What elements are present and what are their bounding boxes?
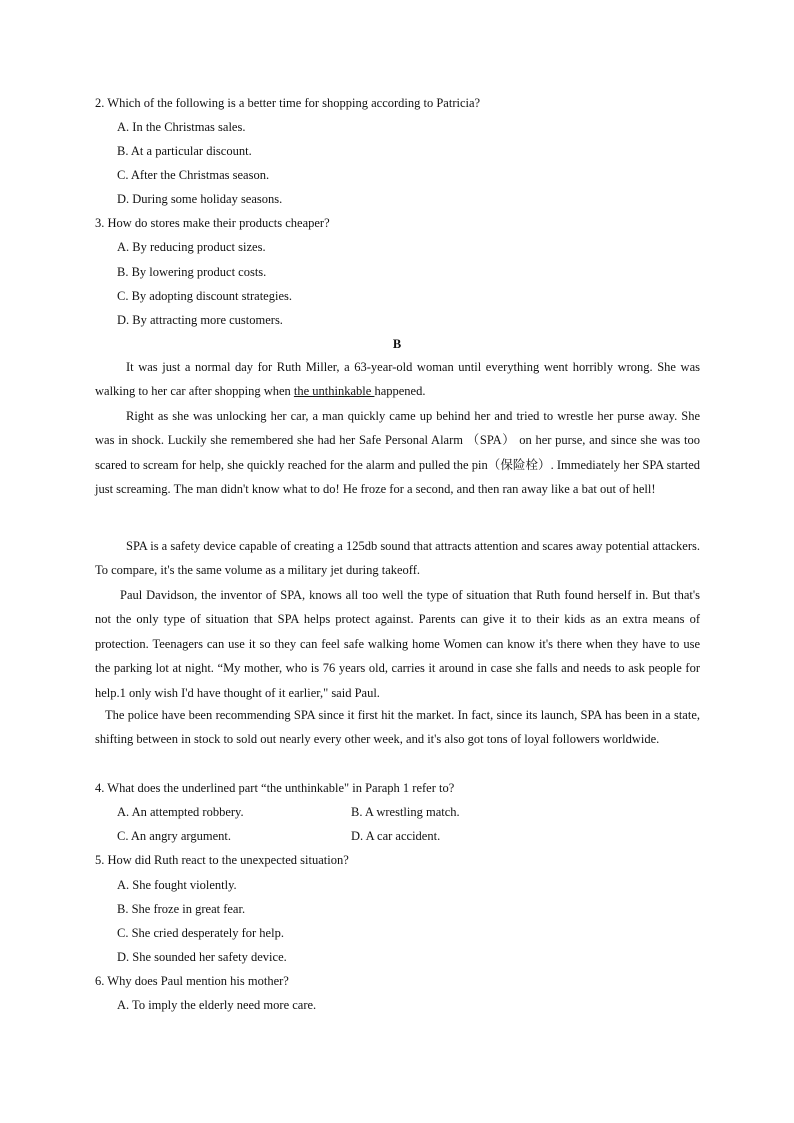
- passage-paragraph-1: [95, 355, 700, 404]
- question-3-option-d: D. By attracting more customers.: [117, 313, 283, 327]
- question-3-option-a: A. By reducing product sizes.: [117, 240, 266, 254]
- question-4-stem: 4. What does the underlined part “the unthinkable" in Paraph 1 refer to?: [95, 781, 455, 795]
- question-2-stem: 2. Which of the following is a better time for shopping according to Patricia?: [95, 96, 481, 110]
- passage-paragraph-4: Paul Davidson, the inventor of SPA, knows all too well the type of situation that Ruth found herself in. But that's not the only type of situation that SPA helps protect against. Parents can give it to their kids as an extra means of protection. Teenagers can use it so they can feel safe walking home Women can know it's there when they have to use the parking lot at night. “My mother, who is 76 years old, carries it around in case she falls and needs to ask people for help.1 only wish I'd have thought of it earlier," said Paul.: [95, 588, 700, 700]
- passage-heading: B: [392, 337, 402, 351]
- passage-paragraph-3: SPA is a safety device capable of creating a 125db sound that attracts attention and scares away potential attackers. To compare, it's the same volume as a military jet during takeoff.: [95, 539, 700, 578]
- passage-paragraph-5: The police have been recommending SPA since it first hit the market. In fact, since its launch, SPA has been in a state, shifting between in stock to sold out nearly every other week, and it's also got tons of loyal followers worldwide.: [95, 708, 700, 747]
- question-5-option-d: D. She sounded her safety device.: [117, 950, 287, 964]
- question-3-option-b: B. By lowering product costs.: [117, 265, 267, 279]
- question-2-option-d: D. During some holiday seasons.: [117, 192, 283, 206]
- question-2-option-c: C. After the Christmas season.: [117, 168, 270, 182]
- question-4-option-c: C. An angry argument.: [117, 829, 231, 843]
- passage-paragraph-2: Right as she was unlocking her car, a man quickly came up behind her and tried to wrestle her purse away. She was in shock. Luckily she remembered she had her Safe Personal Alarm （SPA） on her purse, and since she was too scared to scream for help, she quickly reached for the alarm and pulled the pin（保险栓）. Immediately her SPA started just screaming. The man didn't know what to do! He froze for a second, and then ran away like a bat out of hell!: [95, 409, 700, 497]
- question-2-option-a: A. In the Christmas sales.: [117, 120, 246, 134]
- paragraph-1-text: It was just a normal day for Ruth Miller, a 63-year-old woman until everything went horribly wrong. She was walking to her car after shopping when: [95, 360, 700, 399]
- question-4-option-b: B. A wrestling match.: [351, 805, 460, 819]
- question-5-option-b: B. She froze in great fear.: [117, 902, 246, 916]
- question-4-option-a: A. An attempted robbery.: [117, 805, 244, 819]
- question-5-stem: 5. How did Ruth react to the unexpected situation?: [95, 853, 349, 867]
- question-6-option-a: A. To imply the elderly need more care.: [117, 998, 317, 1012]
- question-5-option-c: C. She cried desperately for help.: [117, 926, 284, 940]
- question-2-option-b: B. At a particular discount.: [117, 144, 252, 158]
- question-3-stem: 3. How do stores make their products cheaper?: [95, 216, 330, 230]
- question-6-stem: 6. Why does Paul mention his mother?: [95, 974, 289, 988]
- question-5-option-a: A. She fought violently.: [117, 878, 237, 892]
- question-3-option-c: C. By adopting discount strategies.: [117, 289, 292, 303]
- paragraph-1-end: happened.: [374, 384, 426, 399]
- underlined-phrase: the unthinkable: [293, 384, 375, 399]
- question-4-option-d: D. A car accident.: [351, 829, 441, 843]
